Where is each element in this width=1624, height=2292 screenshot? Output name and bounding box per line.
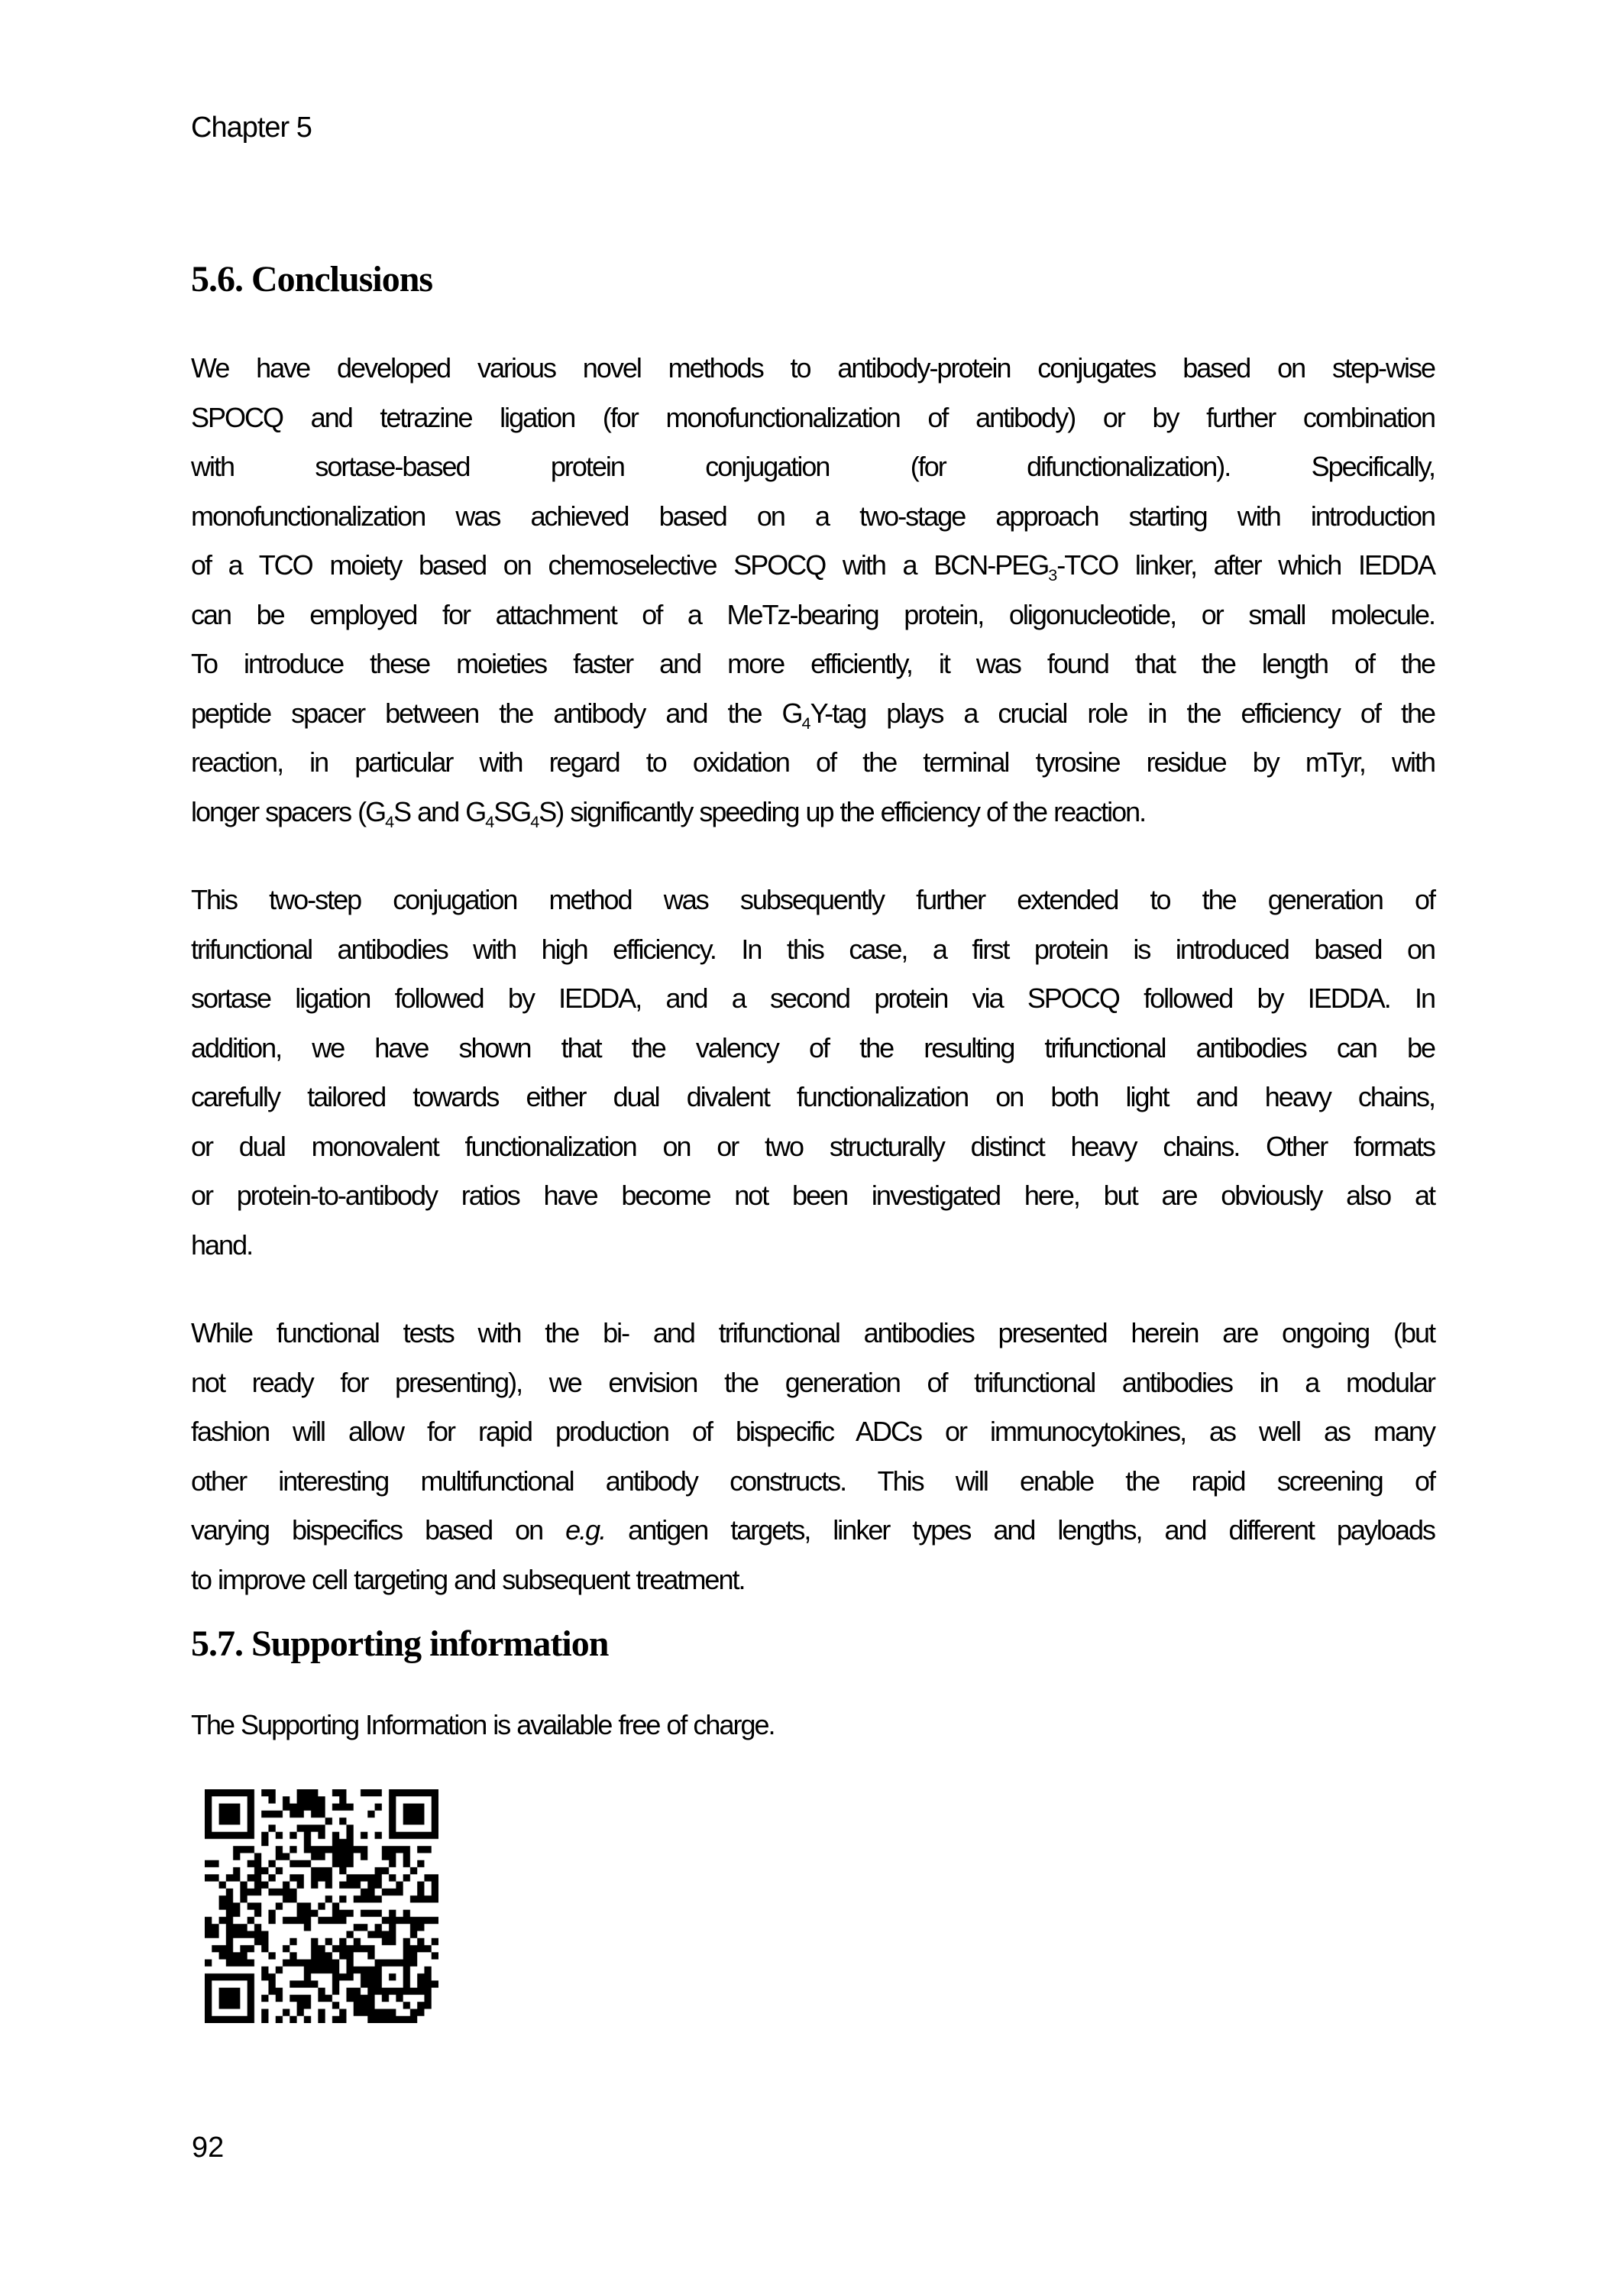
text-line: or protein-to-antibody ratios have become not been investigated here, but are obviously also at: [191, 1180, 1435, 1211]
conclusions-paragraph-3: [191, 1309, 1435, 1604]
text-line: hand.: [191, 1229, 253, 1261]
text-line: peptide spacer between the antibody and the $G_4Y$-tag plays a crucial role in the efficiency of the: [191, 697, 1435, 733]
page-number: 92: [192, 2132, 225, 2164]
section-heading-supporting-information: 5.7. Supporting information: [191, 1624, 609, 1664]
text-line: to improve cell targeting and subsequent treatment.: [191, 1563, 745, 1595]
text-line: can be employed for attachment of a MeTz-bearing protein, oligonucleotide, or small molecule.: [191, 598, 1435, 630]
text-line: We have developed various novel methods to antibody-protein conjugates based on step-wise: [191, 352, 1435, 384]
text-line: other interesting multifunctional antibody constructs. This will enable the rapid screening of: [191, 1465, 1435, 1497]
text-line: varying bispecifics based on e.g. antigen targets, linker types and lengths, and different payloads: [191, 1514, 1435, 1546]
conclusions-paragraph-2: [191, 876, 1435, 1270]
text-line: fashion will allow for rapid production of bispecific ADCs or immunocytokines, as well as many: [191, 1416, 1435, 1447]
text-line: with sortase-based protein conjugation (for difunctionalization). Specifically,: [191, 451, 1435, 482]
supporting-information-sentence: [191, 1701, 1435, 1750]
text-line: monofunctionalization was achieved based on a two-stage approach starting with introduction: [191, 500, 1435, 532]
qr-code: [205, 1789, 438, 2023]
text-line: not ready for presenting), we envision the generation of trifunctional antibodies in a modular: [191, 1366, 1435, 1398]
conclusions-paragraph-1: [191, 344, 1435, 837]
text-line: carefully tailored towards either dual divalent functionalization on both light and heavy chains,: [191, 1081, 1435, 1112]
text-line: The Supporting Information is available free of charge.: [191, 1709, 775, 1740]
section-heading-conclusions: 5.6. Conclusions: [191, 259, 433, 299]
text-line: longer spacers ($G_4S$ and $G_4SG_4S$) significantly speeding up the efficiency of the reaction.: [191, 795, 1146, 831]
text-line: trifunctional antibodies with high efficiency. In this case, a first protein is introduced based on: [191, 933, 1435, 965]
text-line: sortase ligation followed by IEDDA, and a second protein via SPOCQ followed by IEDDA. In: [191, 983, 1435, 1014]
text-line: reaction, in particular with regard to oxidation of the terminal tyrosine residue by mTyr, with: [191, 746, 1435, 778]
text-line: This two-step conjugation method was subsequently further extended to the generation of: [191, 884, 1435, 915]
text-line: To introduce these moieties faster and more efficiently, it was found that the length of the: [191, 648, 1435, 679]
text-line: addition, we have shown that the valency of the resulting trifunctional antibodies can be: [191, 1031, 1435, 1063]
text-line: of a TCO moiety based on chemoselective SPOCQ with a BCN-$PEG_3$-TCO linker, after which IEDDA: [191, 549, 1435, 585]
text-line: or dual monovalent functionalization on or two structurally distinct heavy chains. Other formats: [191, 1130, 1435, 1162]
chapter-header: Chapter 5: [191, 112, 312, 144]
text-line: While functional tests with the bi- and trifunctional antibodies presented herein are ongoing (but: [191, 1317, 1435, 1348]
text-line: SPOCQ and tetrazine ligation (for monofunctionalization of antibody) or by further combination: [191, 401, 1435, 433]
